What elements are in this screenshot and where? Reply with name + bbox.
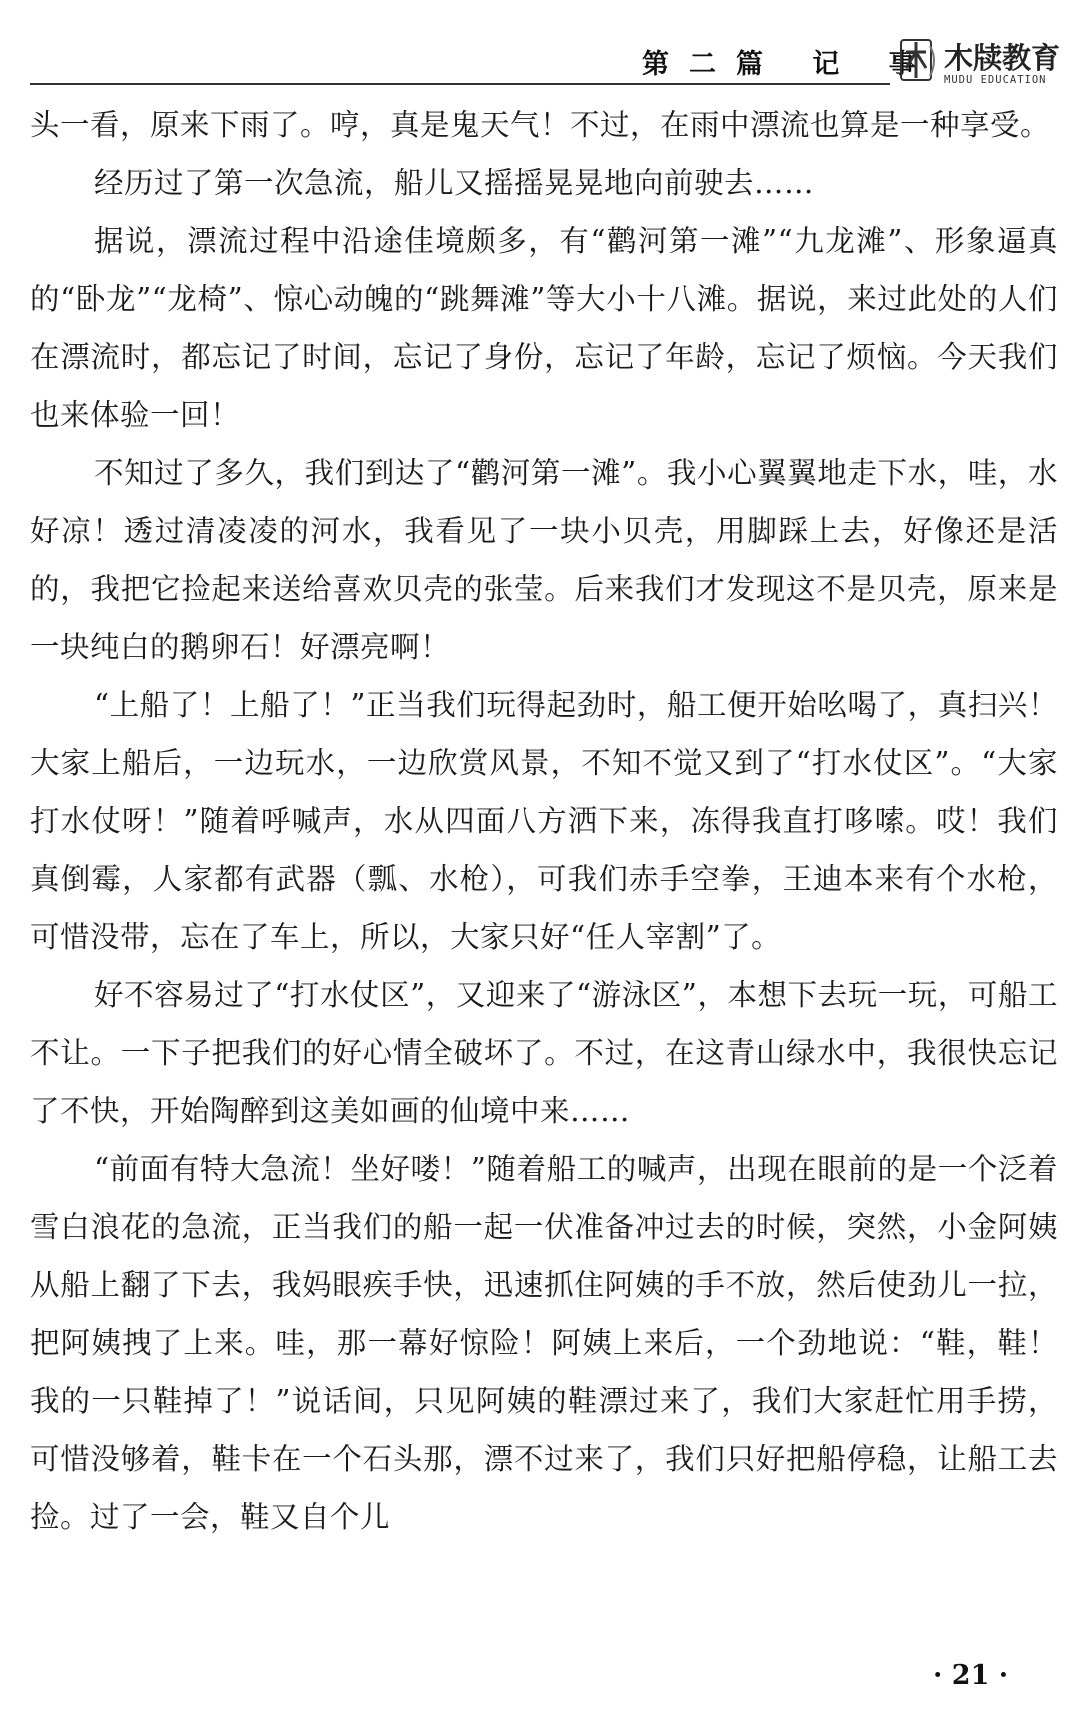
section-title: 第二篇 记 事 (642, 49, 936, 80)
logo-name: 木牍教育 (944, 41, 1061, 75)
paragraph: 不知过了多久，我们到达了“鹳河第一滩”。我小心翼翼地走下水，哇，水好凉！透过清凌凌的河水，我看见了一块小贝壳，用脚踩上去，好像还是活的，我把它捡起来送给喜欢贝壳的张莹。后来我们才发现这不是贝壳，原来是一块纯白的鹅卵石！好漂亮啊！ (30, 456, 1058, 664)
article-body (30, 96, 1058, 1546)
header-rule (30, 83, 890, 85)
paragraph: “前面有特大急流！坐好喽！”随着船工的喊声，出现在眼前的是一个泛着雪白浪花的急流，正当我们的船一起一伏准备冲过去的时候，突然，小金阿姨从船上翻了下去，我妈眼疾手快，迅速抓住阿姨的手不放，然后使劲儿一拉，把阿姨拽了上来。哇，那一幕好惊险！阿姨上来后，一个劲地说：“鞋，鞋！我的一只鞋掉了！”说话间，只见阿姨的鞋漂过来了，我们大家赶忙用手捞，可惜没够着，鞋卡在一个石头那，漂不过来了，我们只好把船停稳，让船工去捡。过了一会，鞋又自个儿 (30, 1152, 1058, 1534)
publisher-logo (898, 34, 1061, 88)
paragraph: 头一看，原来下雨了。哼，真是鬼天气！不过，在雨中漂流也算是一种享受。 (30, 108, 1051, 142)
paragraph: 据说，漂流过程中沿途佳境颇多，有“鹳河第一滩”“九龙滩”、形象逼真的“卧龙”“龙椅”、惊心动魄的“跳舞滩”等大小十八滩。据说，来过此处的人们在漂流时，都忘记了时间，忘记了身份，忘记了年龄，忘记了烦恼。今天我们也来体验一回！ (30, 224, 1058, 432)
paragraph: 经历过了第一次急流，船儿又摇摇晃晃地向前驶去…… (94, 166, 815, 200)
logo-subtitle: MUDU EDUCATION (944, 74, 1047, 86)
paragraph: “上船了！上船了！”正当我们玩得起劲时，船工便开始吆喝了，真扫兴！大家上船后，一边玩水，一边欣赏风景，不知不觉又到了“打水仗区”。“大家打水仗呀！”随着呼喊声，水从四面八方洒下来，冻得我直打哆嗦。哎！我们真倒霉，人家都有武器（瓢、水枪），可我们赤手空拳，王迪本来有个水枪，可惜没带，忘在了车上，所以，大家只好“任人宰割”了。 (30, 688, 1058, 954)
logo-mark-icon (898, 36, 940, 84)
page-number: · 21 · (933, 1660, 1009, 1691)
paragraph: 好不容易过了“打水仗区”，又迎来了“游泳区”，本想下去玩一玩，可船工不让。一下子把我们的好心情全破坏了。不过，在这青山绿水中，我很快忘记了不快，开始陶醉到这美如画的仙境中来…… (30, 978, 1058, 1128)
page-header (30, 30, 1061, 92)
